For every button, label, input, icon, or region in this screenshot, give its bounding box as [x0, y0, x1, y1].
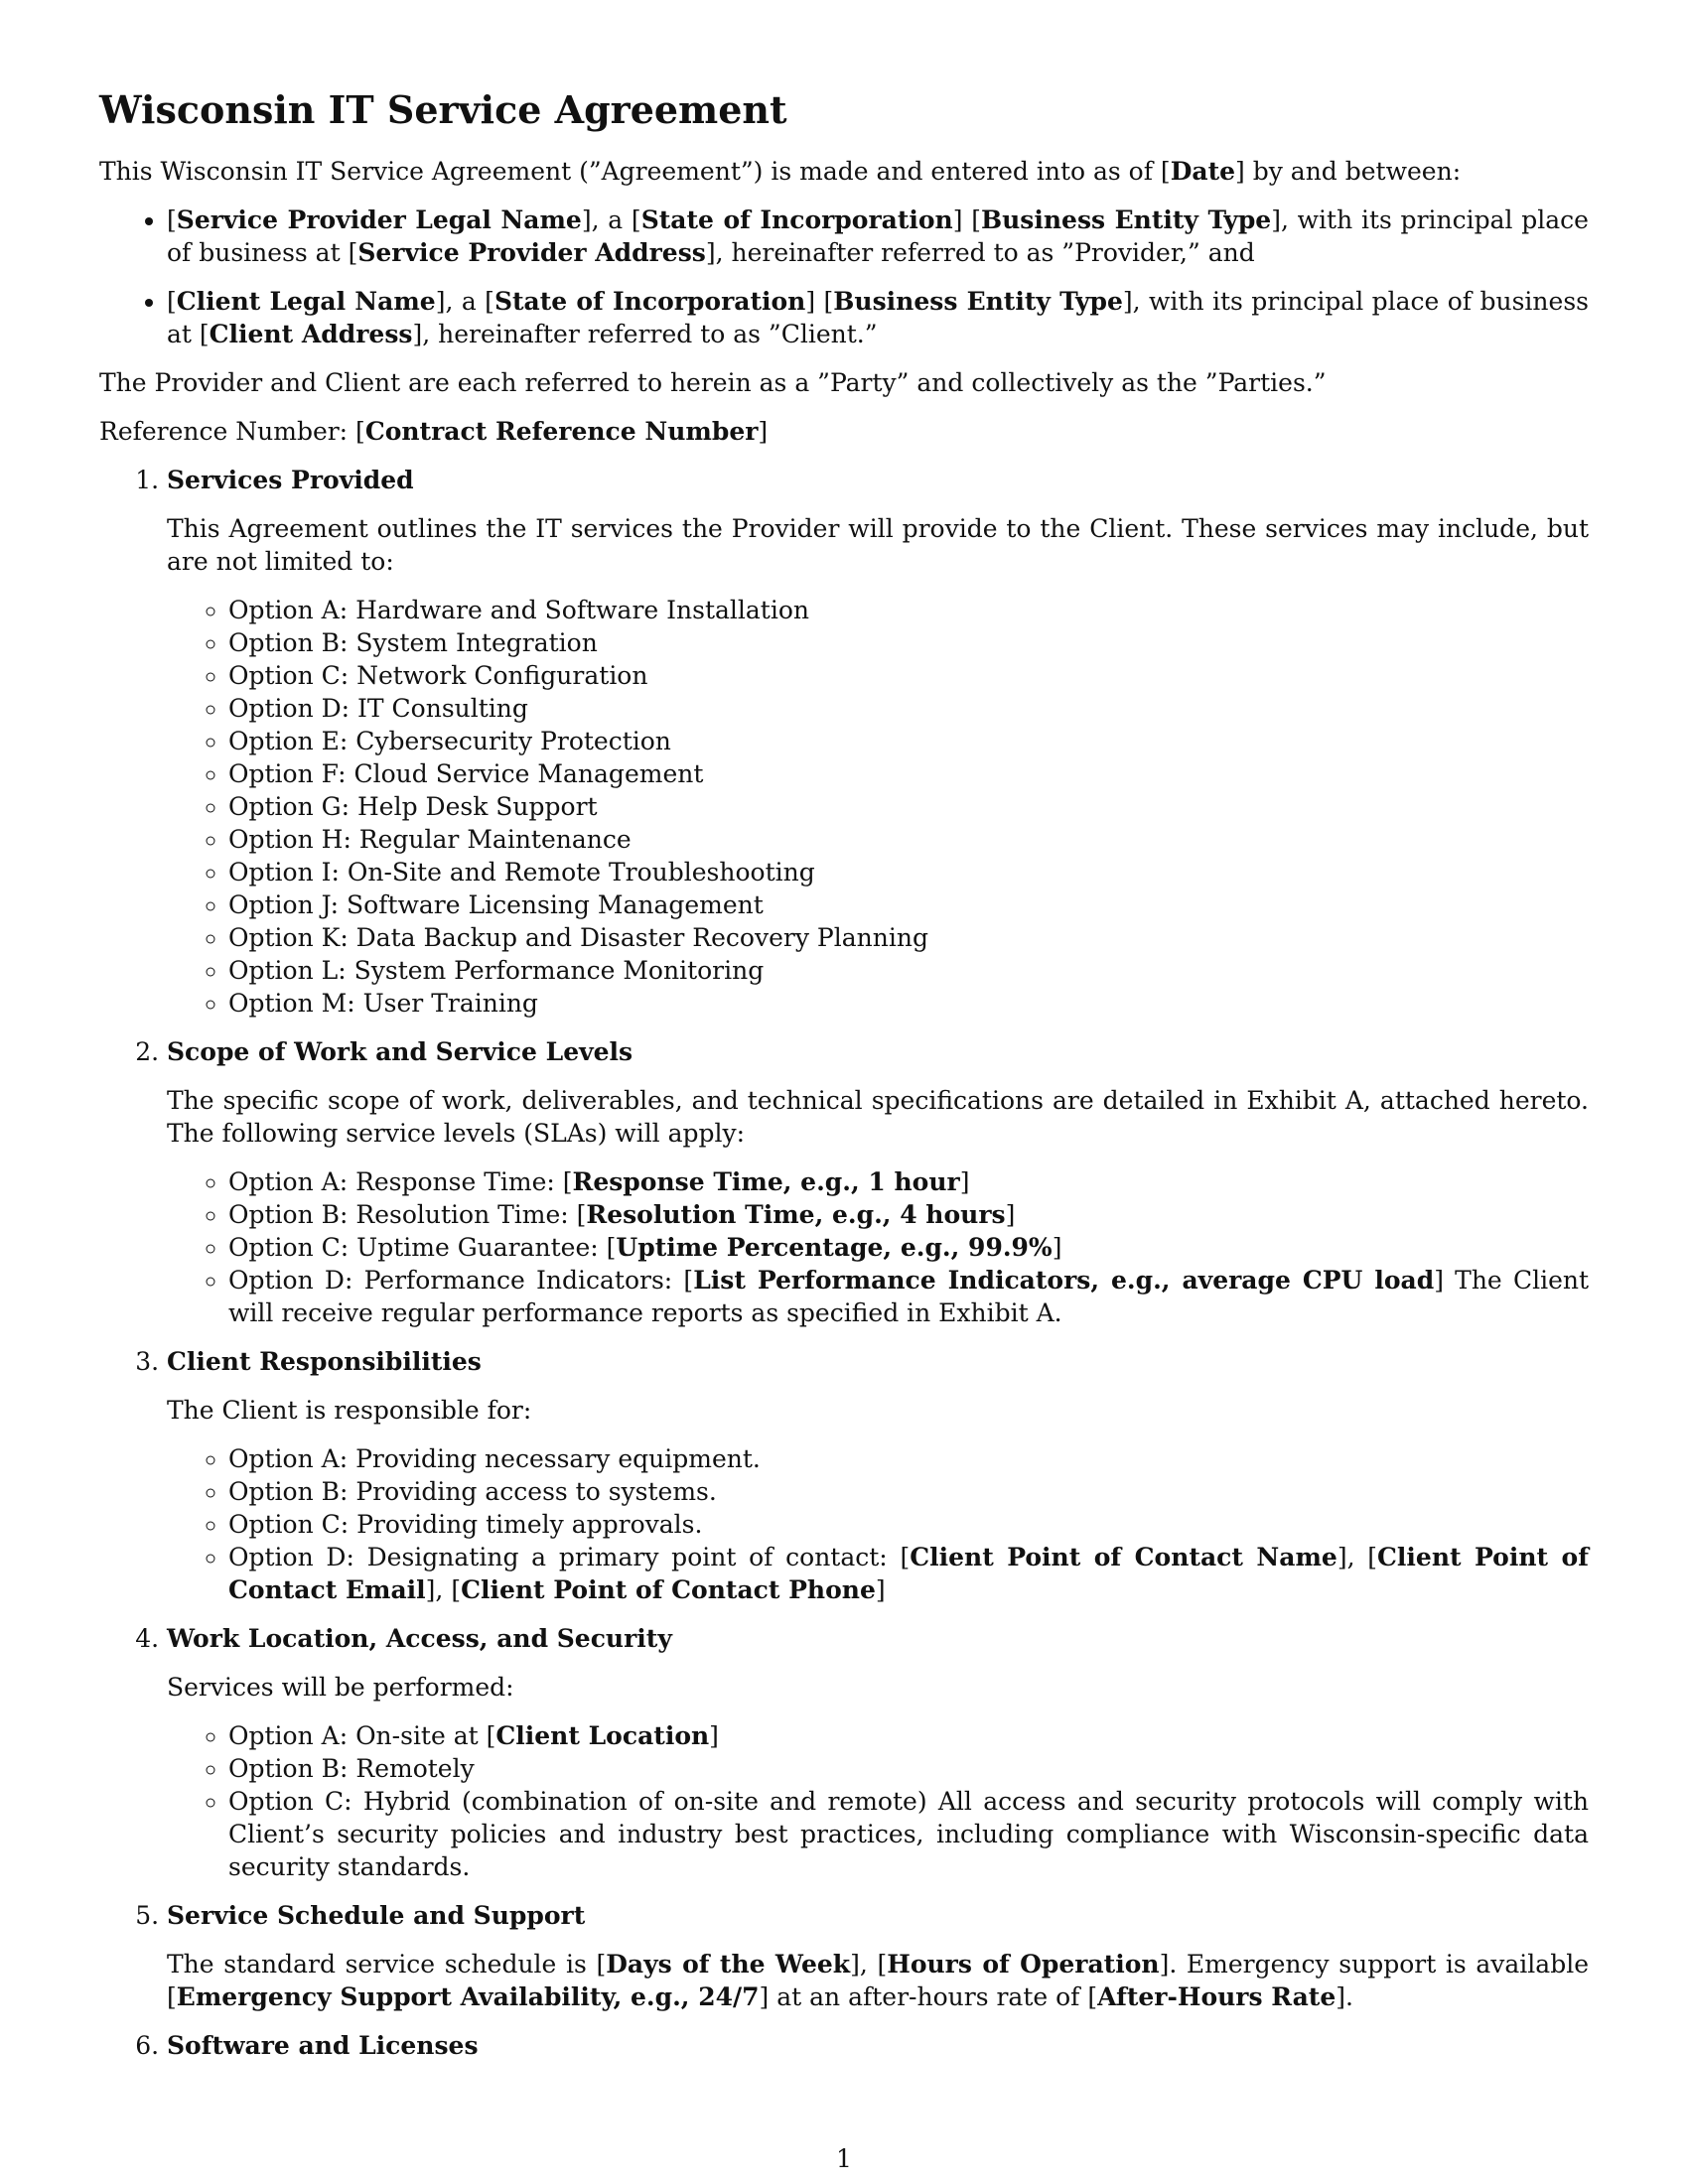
list-item: ◦ Option C: Hybrid (combination of on-site and remote) All access and security protocols will comply with Client’s security policies and industry best practices, including compliance with Wisconsin-specific data security standards.: [228, 1785, 1589, 1883]
section-software-licenses: [167, 2029, 1589, 2062]
list-item: ◦ Option D: Designating a primary point of contact: [Client Point of Contact Name], [Client Point of Contact Email], [Client Point of Contact Phone]: [228, 1541, 1589, 1606]
list-item: ◦ Option A: Providing necessary equipment.: [228, 1442, 1589, 1475]
list-item: ◦ Option L: System Performance Monitoring: [228, 954, 1589, 987]
list-item: ◦ Option B: Providing access to systems.: [228, 1475, 1589, 1508]
section-services-provided: [167, 464, 1589, 1020]
section-body: Services will be performed:: [167, 1673, 514, 1702]
section-scope-of-work: [167, 1035, 1589, 1329]
parties-note: The Provider and Client are each referred to herein as a ”Party” and collectively as the ”Parties.”: [99, 368, 1327, 397]
section-title: 2. Scope of Work and Service Levels: [167, 1037, 633, 1066]
section-service-schedule: [167, 1899, 1589, 2013]
location-options: [167, 1719, 1589, 1883]
list-item: ◦ Option I: On-Site and Remote Troubleshooting: [228, 856, 1589, 888]
reference-number: Reference Number: [Contract Reference Number]: [99, 417, 769, 446]
list-item: ◦ Option G: Help Desk Support: [228, 790, 1589, 823]
parties-list: [99, 204, 1589, 350]
section-title: 6. Software and Licenses: [167, 2031, 479, 2060]
list-item: ◦ Option C: Network Configuration: [228, 659, 1589, 692]
list-item: ◦ Option D: Performance Indicators: [List Performance Indicators, e.g., average CPU load] The Client will receive regular performance reports as specified in Exhibit A.: [228, 1264, 1589, 1329]
section-body: The standard service schedule is [Days of the Week], [Hours of Operation]. Emergency support is available [Emergency Support Availability, e.g., 24/7] at an after-hours rate of [After-Hours Rate].: [167, 1950, 1589, 2011]
document-page: [99, 85, 1589, 2078]
list-item: ◦ Option B: System Integration: [228, 626, 1589, 659]
document-title: Wisconsin IT Service Agreement: [99, 87, 787, 132]
intro-paragraph: This Wisconsin IT Service Agreement (”Agreement”) is made and entered into as of [Date] by and between:: [99, 157, 1462, 186]
responsibility-options: [167, 1442, 1589, 1606]
section-body: This Agreement outlines the IT services the Provider will provide to the Client. These services may include, but are not limited to:: [167, 514, 1589, 576]
services-options: [167, 594, 1589, 1020]
sections-list: [99, 464, 1589, 2062]
list-item: ◦ Option K: Data Backup and Disaster Recovery Planning: [228, 921, 1589, 954]
list-item: ◦ Option H: Regular Maintenance: [228, 823, 1589, 856]
list-item: ◦ Option A: Response Time: [Response Time, e.g., 1 hour]: [228, 1165, 1589, 1198]
sla-options: [167, 1165, 1589, 1329]
list-item: ◦ Option D: IT Consulting: [228, 692, 1589, 725]
section-title: 1. Services Provided: [167, 466, 414, 494]
list-item: ◦ Option B: Remotely: [228, 1752, 1589, 1785]
party-client: • [Client Legal Name], a [State of Incorporation] [Business Entity Type], with its principal place of business at [Client Address], hereinafter referred to as ”Client.”: [167, 285, 1589, 350]
section-body: The specific scope of work, deliverables, and technical specifications are detailed in Exhibit A, attached hereto. The following service levels (SLAs) will apply:: [167, 1086, 1589, 1148]
section-work-location: [167, 1622, 1589, 1883]
list-item: ◦ Option C: Uptime Guarantee: [Uptime Percentage, e.g., 99.9%]: [228, 1231, 1589, 1264]
party-provider: • [Service Provider Legal Name], a [State of Incorporation] [Business Entity Type], with its principal place of business at [Service Provider Address], hereinafter referred to as ”Provider,” and: [167, 204, 1589, 269]
section-title: 5. Service Schedule and Support: [167, 1901, 586, 1930]
date-placeholder: Date: [1170, 157, 1236, 186]
section-title: 3. Client Responsibilities: [167, 1347, 482, 1376]
list-item: ◦ Option F: Cloud Service Management: [228, 757, 1589, 790]
list-item: ◦ Option J: Software Licensing Management: [228, 888, 1589, 921]
section-client-responsibilities: [167, 1345, 1589, 1606]
list-item: ◦ Option C: Providing timely approvals.: [228, 1508, 1589, 1541]
list-item: ◦ Option M: User Training: [228, 987, 1589, 1020]
section-title: 4. Work Location, Access, and Security: [167, 1624, 672, 1653]
list-item: ◦ Option A: Hardware and Software Installation: [228, 594, 1589, 626]
reference-placeholder: Contract Reference Number: [364, 417, 759, 446]
list-item: ◦ Option E: Cybersecurity Protection: [228, 725, 1589, 757]
list-item: ◦ Option B: Resolution Time: [Resolution Time, e.g., 4 hours]: [228, 1198, 1589, 1231]
page-number: 1: [836, 2144, 852, 2173]
section-body: The Client is responsible for:: [167, 1396, 532, 1425]
list-item: ◦ Option A: On-site at [Client Location]: [228, 1719, 1589, 1752]
